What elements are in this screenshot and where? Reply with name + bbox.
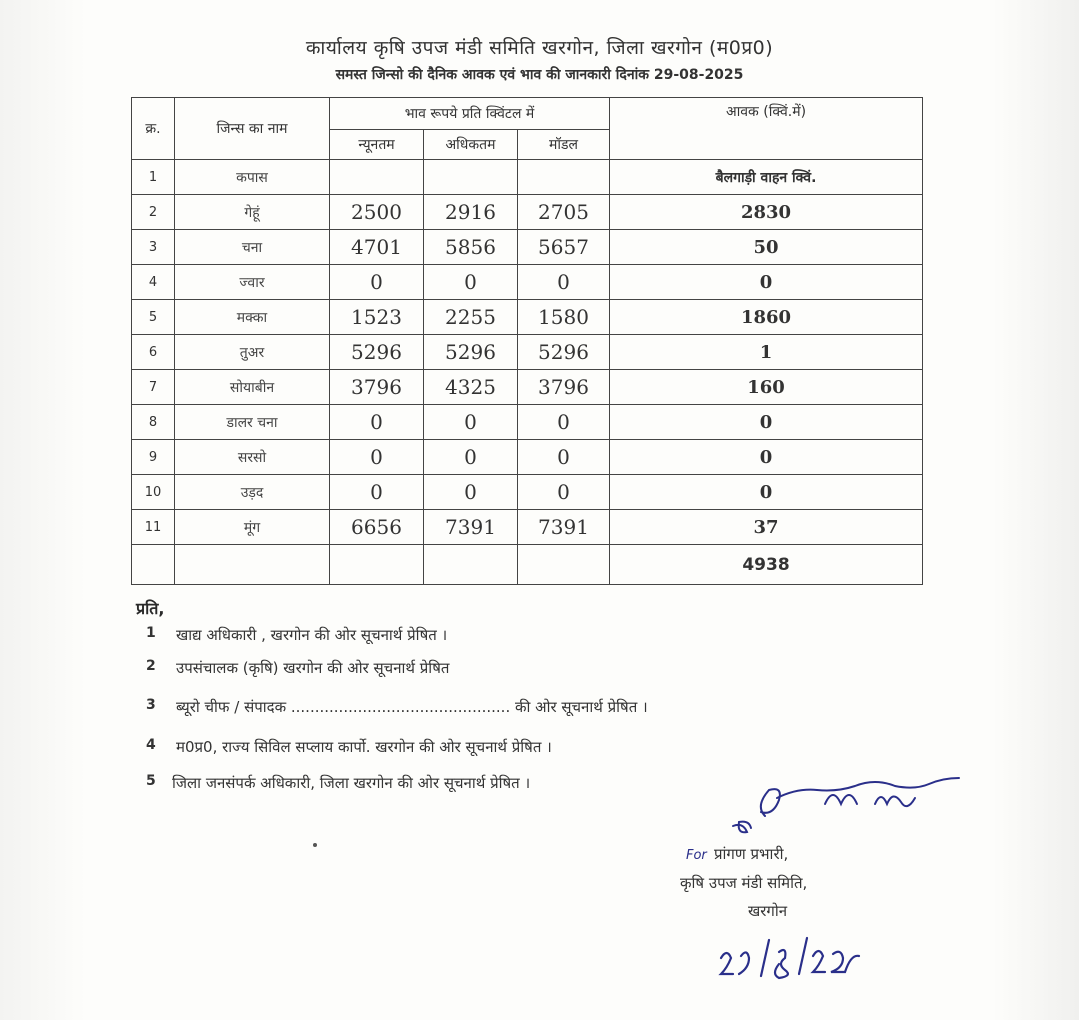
row-commodity: चना	[175, 230, 330, 265]
report-subtitle: समस्त जिन्सो की दैनिक आवक एवं भाव की जानकारी दिनांक 29-08-2025	[335, 67, 744, 83]
row-min-price: 1523	[330, 300, 424, 335]
row-sn: 9	[132, 440, 175, 475]
row-model-price: 1580	[518, 300, 610, 335]
row-sn: 10	[132, 475, 175, 510]
total-row	[132, 545, 923, 585]
col-header-max: अधिकतम	[424, 130, 518, 160]
row-model-price: 5296	[518, 335, 610, 370]
ink-speck	[313, 843, 317, 847]
handwritten-date	[715, 930, 865, 985]
row-max-price: 0	[424, 265, 518, 300]
signatory-designation: प्रांगण प्रभारी,	[714, 845, 789, 863]
for-mark: For	[686, 848, 707, 863]
col-header-model: मॉडल	[518, 130, 610, 160]
row-sn: 2	[132, 195, 175, 230]
row-sn: 3	[132, 230, 175, 265]
col-header-min: न्यूनतम	[330, 130, 424, 160]
row-model-price: 0	[518, 475, 610, 510]
col-header-arrival: आवक (क्विं.में)	[610, 98, 923, 160]
row-min-price: 0	[330, 265, 424, 300]
row-max-price: 2255	[424, 300, 518, 335]
row-sn: 11	[132, 510, 175, 545]
signatory-org: कृषि उपज मंडी समिति,	[680, 874, 808, 892]
table-row	[132, 475, 923, 510]
table-row	[132, 370, 923, 405]
distribution-item-number: 4	[146, 737, 156, 753]
row-min-price: 6656	[330, 510, 424, 545]
row-max-price	[424, 160, 518, 195]
table-row	[132, 300, 923, 335]
row-max-price: 5856	[424, 230, 518, 265]
row-sn: 8	[132, 405, 175, 440]
row-min-price	[330, 160, 424, 195]
table-row	[132, 160, 923, 195]
office-title: कार्यालय कृषि उपज मंडी समिति खरगोन, जिला खरगोन (म0प्र0)	[305, 37, 774, 59]
row-commodity: मूंग	[175, 510, 330, 545]
distribution-item-number: 2	[146, 658, 156, 674]
row-model-price: 2705	[518, 195, 610, 230]
row-sn: 4	[132, 265, 175, 300]
distribution-item-number: 1	[146, 625, 156, 641]
distribution-item-text: जिला जनसंपर्क अधिकारी, जिला खरगोन की ओर सूचनार्थ प्रेषित ।	[172, 774, 531, 792]
distribution-item-text: म0प्र0, राज्य सिविल सप्लाय कार्पो. खरगोन की ओर सूचनार्थ प्रेषित ।	[176, 738, 552, 756]
distribution-item-number: 3	[146, 697, 156, 713]
distribution-item-number: 5	[146, 773, 156, 789]
row-commodity: ज्वार	[175, 265, 330, 300]
row-max-price: 4325	[424, 370, 518, 405]
row-commodity: कपास	[175, 160, 330, 195]
row-sn: 6	[132, 335, 175, 370]
row-model-price: 5657	[518, 230, 610, 265]
handwritten-signature	[725, 768, 965, 838]
table-row	[132, 510, 923, 545]
row-sn: 1	[132, 160, 175, 195]
table-row	[132, 230, 923, 265]
col-header-sn: क्र.	[132, 98, 175, 160]
row-max-price: 7391	[424, 510, 518, 545]
distribution-item-text: ब्यूरो चीफ / संपादक .............................................. की ओर सूचनार्थ प्रेषित ।	[176, 698, 648, 716]
row-max-price: 0	[424, 440, 518, 475]
row-arrival: 0	[610, 475, 923, 510]
row-model-price	[518, 160, 610, 195]
row-min-price: 0	[330, 475, 424, 510]
row-model-price: 0	[518, 265, 610, 300]
row-model-price: 0	[518, 405, 610, 440]
row-min-price: 3796	[330, 370, 424, 405]
row-min-price: 2500	[330, 195, 424, 230]
col-header-price-group: भाव रूपये प्रति क्विंटल में	[330, 98, 610, 130]
row-commodity: उड़द	[175, 475, 330, 510]
row-arrival: 1860	[610, 300, 923, 335]
row-commodity: मक्का	[175, 300, 330, 335]
total-arrival: 4938	[610, 545, 923, 585]
row-arrival: 0	[610, 265, 923, 300]
row-commodity: गेहूं	[175, 195, 330, 230]
table-row	[132, 405, 923, 440]
arrival-subheader: बैलगाड़ी वाहन क्विं.	[610, 160, 923, 195]
distribution-label: प्रति,	[136, 599, 165, 618]
row-sn: 5	[132, 300, 175, 335]
mandi-rates-table	[131, 97, 923, 585]
row-max-price: 0	[424, 405, 518, 440]
row-arrival: 1	[610, 335, 923, 370]
table-row	[132, 265, 923, 300]
table-row	[132, 335, 923, 370]
table-row	[132, 440, 923, 475]
row-model-price: 7391	[518, 510, 610, 545]
col-header-commodity: जिन्स का नाम	[175, 98, 330, 160]
row-min-price: 4701	[330, 230, 424, 265]
row-arrival: 160	[610, 370, 923, 405]
row-model-price: 3796	[518, 370, 610, 405]
row-min-price: 0	[330, 405, 424, 440]
row-arrival: 2830	[610, 195, 923, 230]
row-arrival: 0	[610, 405, 923, 440]
row-arrival: 0	[610, 440, 923, 475]
row-commodity: तुअर	[175, 335, 330, 370]
row-commodity: सरसो	[175, 440, 330, 475]
row-max-price: 2916	[424, 195, 518, 230]
row-commodity: सोयाबीन	[175, 370, 330, 405]
row-max-price: 0	[424, 475, 518, 510]
distribution-item-text: उपसंचालक (कृषि) खरगोन की ओर सूचनार्थ प्रेषित	[176, 659, 450, 677]
signatory-place: खरगोन	[748, 902, 788, 920]
row-sn: 7	[132, 370, 175, 405]
row-min-price: 0	[330, 440, 424, 475]
row-arrival: 50	[610, 230, 923, 265]
row-min-price: 5296	[330, 335, 424, 370]
row-model-price: 0	[518, 440, 610, 475]
table-row	[132, 195, 923, 230]
row-arrival: 37	[610, 510, 923, 545]
distribution-item-text: खाद्य अधिकारी , खरगोन की ओर सूचनार्थ प्रेषित ।	[176, 626, 448, 644]
row-max-price: 5296	[424, 335, 518, 370]
row-commodity: डालर चना	[175, 405, 330, 440]
